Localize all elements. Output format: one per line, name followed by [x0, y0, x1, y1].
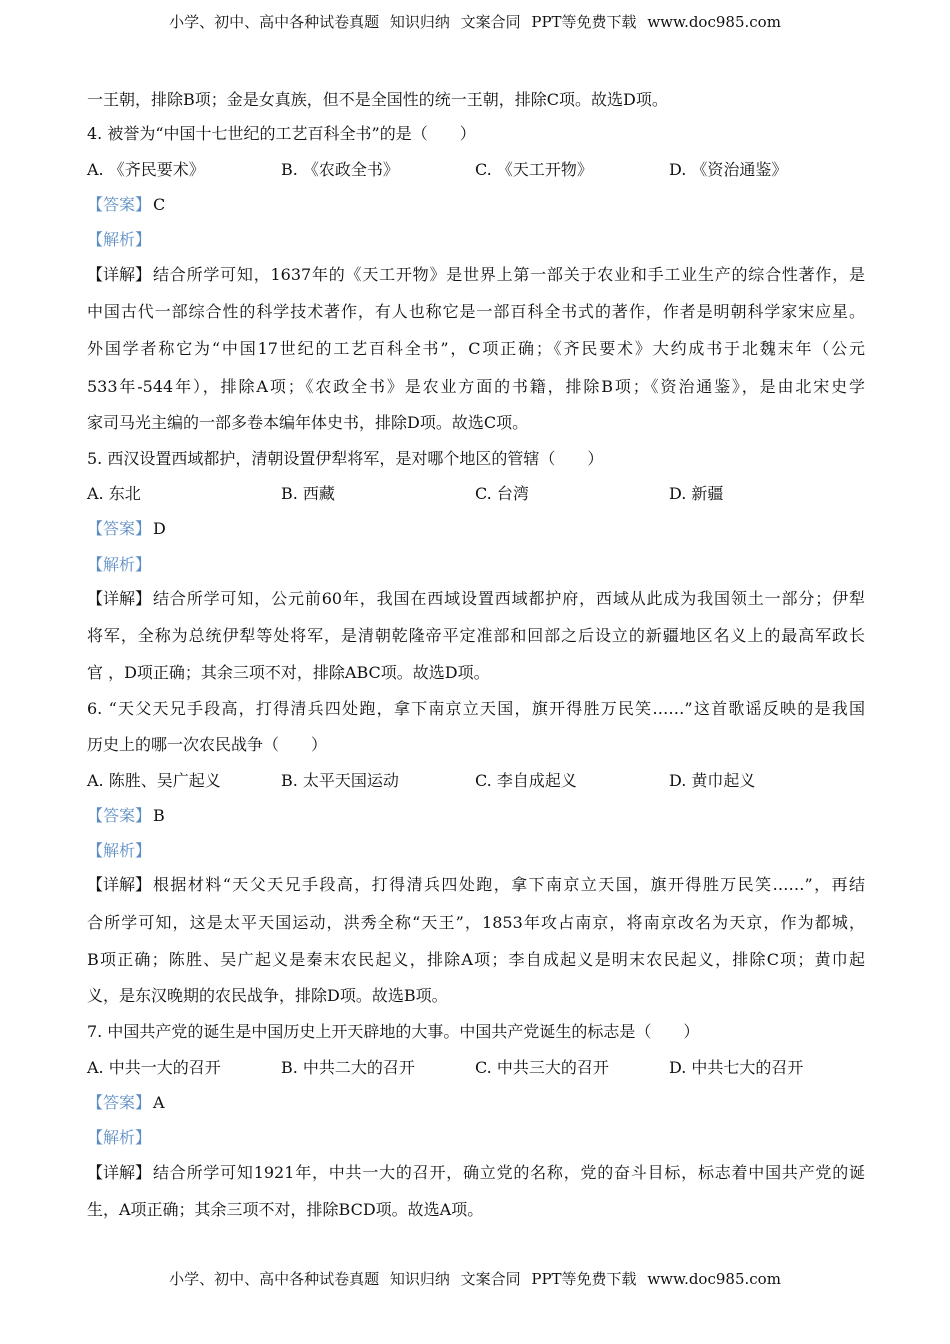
- analysis-label: 【解析】: [87, 1128, 152, 1147]
- detail-line: 义，是东汉晚期的农民战争，排除D项。故选B项。: [87, 986, 448, 1005]
- detail-line: 结合所学可知1921年，中共一大的召开，确立党的名称，党的奋斗目标，标志着中国共产党的诞: [153, 1163, 865, 1182]
- detail-line: 生，A项正确；其余三项不对，排除BCD项。故选A项。: [87, 1200, 484, 1219]
- question-6-stem: 6. “天父天兄手段高，打得清兵四处跑，拿下南京立天国，旗开得胜万民笑……”这首歌谣反映的是我国: [87, 699, 865, 718]
- option-C: C. 台湾: [475, 484, 529, 503]
- detail-line: 结合所学可知，1637年的《天工开物》是世界上第一部关于农业和手工业生产的综合性著作，是: [153, 265, 865, 284]
- detail-line: 合所学可知，这是太平天国运动，洪秀全称“天王”，1853年攻占南京，将南京改名为天京，作为都城，: [87, 913, 865, 932]
- question-4-stem: 4. 被誉为“中国十七世纪的工艺百科全书”的是（ ）: [87, 124, 476, 143]
- detail-label: 【详解】: [87, 1163, 152, 1182]
- answer-label: 【答案】: [87, 195, 152, 214]
- option-D: D. 中共七大的召开: [669, 1058, 804, 1077]
- option-A: A. 陈胜、吴广起义: [87, 771, 221, 790]
- option-C: C. 《天工开物》: [475, 160, 593, 179]
- option-D: D. 《资治通鉴》: [669, 160, 788, 179]
- question-5-stem: 5. 西汉设置西域都护，清朝设置伊犁将军，是对哪个地区的管辖（ ）: [87, 449, 604, 468]
- detail-line: 根据材料“天父天兄手段高，打得清兵四处跑，拿下南京立天国，旗开得胜万民笑……”，再结: [153, 875, 865, 894]
- answer-value: A: [153, 1093, 165, 1112]
- analysis-label: 【解析】: [87, 841, 152, 860]
- answer-value: B: [153, 806, 165, 825]
- option-D: D. 新疆: [669, 484, 724, 503]
- detail-line: 外国学者称它为“中国17世纪的工艺百科全书”，C项正确；《齐民要术》大约成书于北魏末年（公元: [87, 339, 865, 358]
- option-B: B. 中共二大的召开: [281, 1058, 415, 1077]
- detail-line: 官 ，D项正确；其余三项不对，排除ABC项。故选D项。: [87, 663, 490, 682]
- analysis-label: 【解析】: [87, 555, 152, 574]
- option-A: A. 中共一大的召开: [87, 1058, 221, 1077]
- detail-label: 【详解】: [87, 265, 152, 284]
- answer-label: 【答案】: [87, 519, 152, 538]
- answer-label: 【答案】: [87, 1093, 152, 1112]
- detail-line: B项正确；陈胜、吴广起义是秦末农民起义，排除A项；李自成起义是明末农民起义，排除C项；黄巾起: [87, 950, 865, 969]
- answer-label: 【答案】: [87, 806, 152, 825]
- lead-text: 一王朝，排除B项；金是女真族，但不是全国性的统一王朝，排除C项。故选D项。: [87, 90, 668, 109]
- detail-line: 结合所学可知，公元前60年，我国在西域设置西域都护府，西域从此成为我国领土一部分；伊犁: [153, 589, 865, 608]
- question-6-stem: 历史上的哪一次农民战争（ ）: [87, 735, 328, 754]
- detail-line: 家司马光主编的一部多卷本编年体史书，排除D项。故选C项。: [87, 413, 529, 432]
- option-C: C. 李自成起义: [475, 771, 577, 790]
- detail-line: 533年-544年），排除A项；《农政全书》是农业方面的书籍，排除B项；《资治通鉴》，是由北宋史学: [87, 377, 865, 396]
- option-B: B. 《农政全书》: [281, 160, 399, 179]
- answer-value: D: [153, 519, 166, 538]
- analysis-label: 【解析】: [87, 230, 152, 249]
- option-A: A. 东北: [87, 484, 141, 503]
- option-B: B. 西藏: [281, 484, 335, 503]
- detail-label: 【详解】: [87, 875, 152, 894]
- page-header: 小学、初中、高中各种试卷真题 知识归纳 文案合同 PPT等免费下载 www.doc985.com: [169, 13, 781, 31]
- detail-line: 中国古代一部综合性的科学技术著作，有人也称它是一部百科全书式的著作，作者是明朝科学家宋应星。: [87, 302, 865, 321]
- option-A: A. 《齐民要术》: [87, 160, 205, 179]
- option-C: C. 中共三大的召开: [475, 1058, 609, 1077]
- detail-label: 【详解】: [87, 589, 152, 608]
- question-7-stem: 7. 中国共产党的诞生是中国历史上开天辟地的大事。中国共产党诞生的标志是（ ）: [87, 1022, 700, 1041]
- option-B: B. 太平天国运动: [281, 771, 399, 790]
- option-D: D. 黄巾起义: [669, 771, 756, 790]
- detail-line: 将军，全称为总统伊犁等处将军，是清朝乾隆帝平定准部和回部之后设立的新疆地区名义上的最高军政长: [87, 626, 865, 645]
- answer-value: C: [153, 195, 166, 214]
- page-footer: 小学、初中、高中各种试卷真题 知识归纳 文案合同 PPT等免费下载 www.doc985.com: [169, 1270, 781, 1288]
